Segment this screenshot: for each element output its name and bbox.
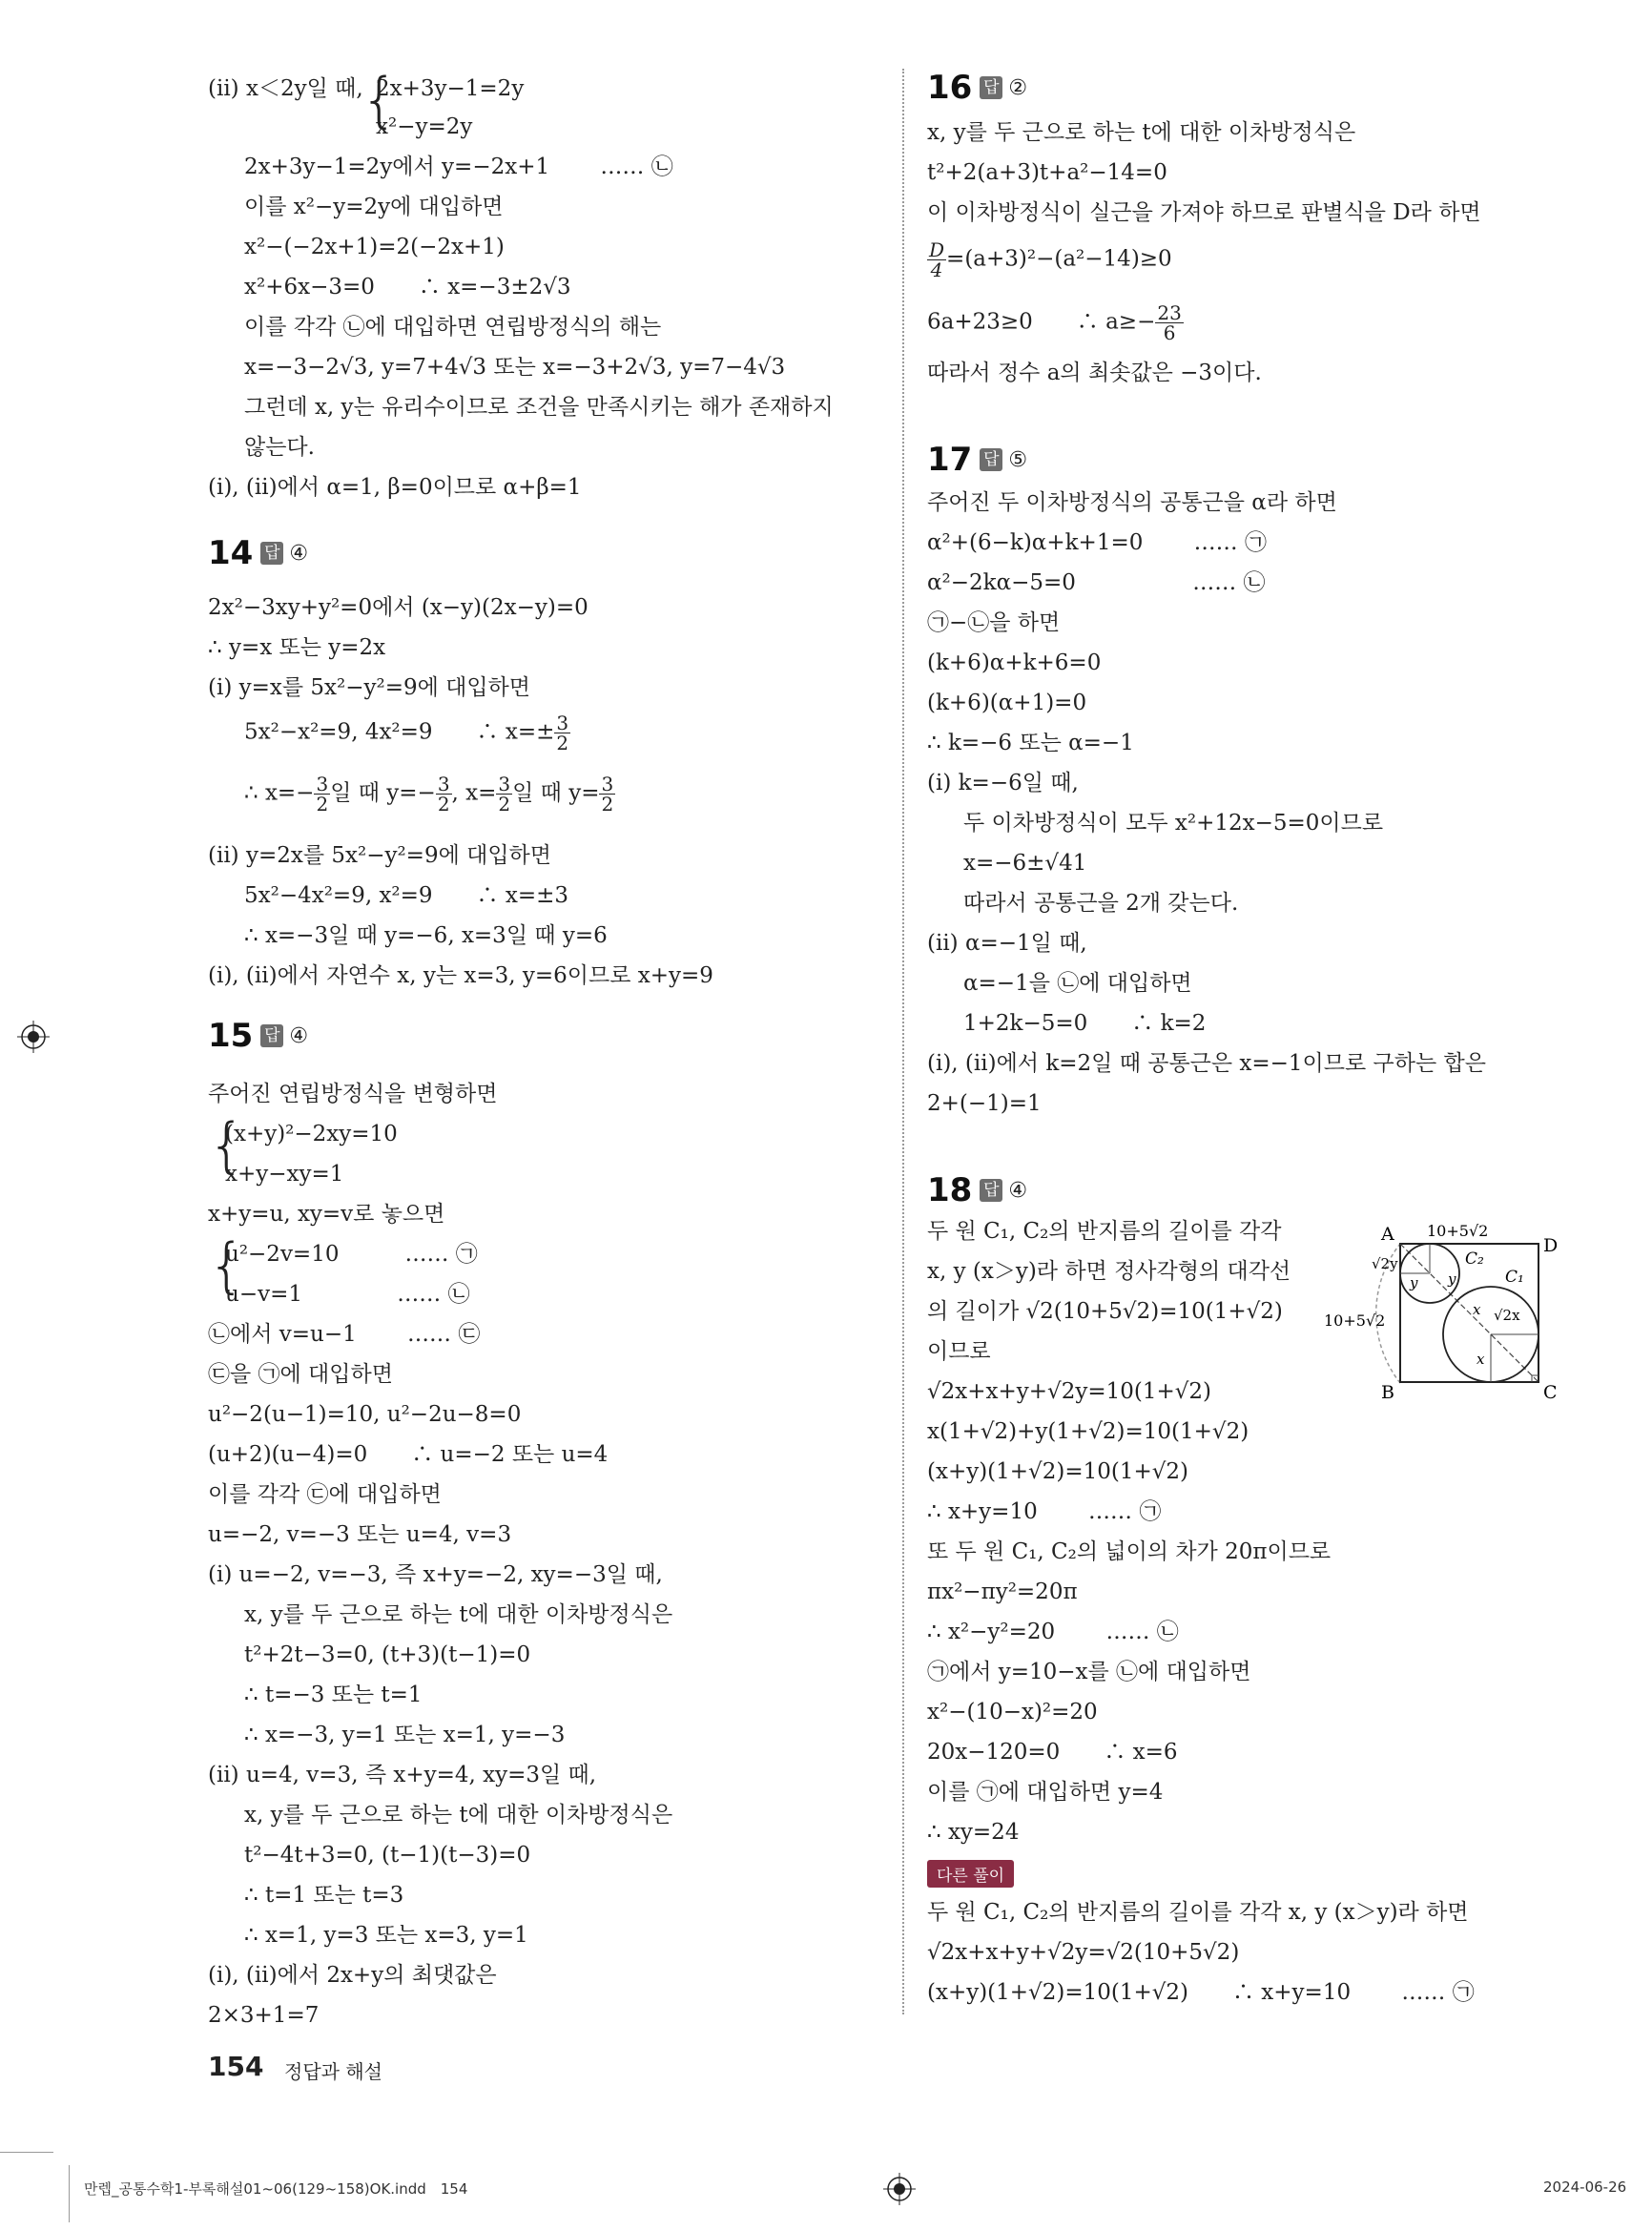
text-line: x, y를 두 근으로 하는 t에 대한 이차방정식은: [244, 1803, 673, 1827]
vertex-c: C: [1543, 1382, 1558, 1403]
text-line: x, y를 두 근으로 하는 t에 대한 이차방정식은: [244, 1602, 673, 1627]
text-line: ㉠−㉡을 하면: [927, 610, 1061, 635]
text-line: (ⅰ) u=−2, v=−3, 즉 x+y=−2, xy=−3일 때,: [208, 1562, 663, 1587]
text-line: x²−(10−x)²=20: [927, 1700, 1098, 1724]
text-line: x²+6x−3=0 ∴ x=−3±2√3: [244, 275, 571, 299]
text-line: α=−1을 ㉡에 대입하면: [963, 971, 1192, 996]
text-line: α²+(6−k)α+k+1=0 …… ㉠: [927, 530, 1267, 555]
text-line: x(1+√2)+y(1+√2)=10(1+√2): [927, 1419, 1249, 1444]
text-line: u²−2v=10 …… ㉠: [225, 1242, 478, 1267]
answer-mark: 답: [980, 1179, 1002, 1202]
text-line: ∴ x=−3일 때 y=−6, x=3일 때 y=6: [244, 923, 608, 948]
text-line: t²+2(a+3)t+a²−14=0: [927, 160, 1167, 185]
answer-mark: 답: [260, 542, 283, 565]
text-line: 주어진 두 이차방정식의 공통근을 α라 하면: [927, 490, 1337, 515]
y-label: y: [1448, 1270, 1456, 1288]
text-line: x, y (x＞y)라 하면 정사각형의 대각선: [927, 1259, 1291, 1284]
text-line: (ⅰ), (ⅱ)에서 자연수 x, y는 x=3, y=6이므로 x+y=9: [208, 963, 713, 988]
crop-mark: [69, 2165, 70, 2222]
text-line: ㉡에서 v=u−1 …… ㉢: [208, 1322, 481, 1347]
section-16-header: [927, 69, 1027, 107]
text-line: t²+2t−3=0, (t+3)(t−1)=0: [244, 1642, 531, 1667]
problem-number: 15: [208, 1017, 254, 1055]
answer-mark: 답: [980, 76, 1002, 99]
text-line: x²−y=2y: [376, 114, 473, 139]
system-brace: {: [208, 1110, 246, 1180]
equation-line: 6a+23≥0 ∴ a≥− $\frac{23}{6}$: [927, 301, 1182, 344]
text-line: x²−(−2x+1)=2(−2x+1): [244, 235, 505, 259]
text-line: (ⅱ) u=4, v=3, 즉 x+y=4, xy=3일 때,: [208, 1763, 597, 1787]
text-line: 이므로: [927, 1339, 991, 1364]
text-line: (u+2)(u−4)=0 ∴ u=−2 또는 u=4: [208, 1442, 609, 1467]
text-line: 20x−120=0 ∴ x=6: [927, 1740, 1178, 1765]
text-line: 이를 각각 ㉡에 대입하면 연립방정식의 해는: [244, 315, 662, 340]
section-17-header: [927, 441, 1027, 479]
answer-value: ④: [289, 541, 309, 566]
text-line: (ⅰ) k=−6일 때,: [927, 771, 1079, 795]
problem-number: 16: [927, 69, 973, 107]
text-line: ∴ t=1 또는 t=3: [244, 1883, 404, 1908]
answer-value: ④: [289, 1023, 309, 1048]
vertex-d: D: [1543, 1235, 1559, 1256]
text-line: 5x²−4x²=9, x²=9 ∴ x=±3: [244, 883, 569, 908]
text-line: (ⅰ), (ⅱ)에서 α=1, β=0이므로 α+β=1: [208, 475, 582, 500]
sqrt2x-label: √2x: [1494, 1307, 1520, 1324]
problem-number: 17: [927, 441, 973, 479]
text-line: 이를 x²−y=2y에 대입하면: [244, 195, 504, 219]
equation-line: 5x²−x²=9, 4x²=9 ∴ x=± $\frac{3}{2}$: [244, 712, 569, 754]
registration-mark-icon: [17, 1021, 50, 1053]
text-line: x+y=u, xy=v로 놓으면: [208, 1202, 445, 1227]
page-label: 정답과 해설: [284, 2060, 382, 2083]
x-label: x: [1473, 1301, 1481, 1318]
text-line: (x+y)(1+√2)=10(1+√2): [927, 1459, 1189, 1484]
vertex-a: A: [1381, 1224, 1394, 1245]
text-line: 1+2k−5=0 ∴ k=2: [963, 1011, 1207, 1036]
equation-line: ∴ x=− $\frac{3}{2}$ 일 때 y=− $\frac{3}{2}$ , x= $\frac{3}{2}$ 일 때 y= $\frac{3}{2}$: [244, 773, 614, 816]
text-line: ∴ x+y=10 …… ㉠: [927, 1499, 1162, 1524]
text-line: (ⅱ) y=2x를 5x²−y²=9에 대입하면: [208, 843, 551, 868]
text-line: 그런데 x, y는 유리수이므로 조건을 만족시키는 해가 존재하지: [244, 395, 834, 420]
text-line: 2+(−1)=1: [927, 1091, 1042, 1116]
text-line: 의 길이가 √2(10+5√2)=10(1+√2): [927, 1299, 1283, 1324]
text-line: (ⅰ), (ⅱ)에서 k=2일 때 공통근은 x=−1이므로 구하는 합은: [927, 1051, 1486, 1076]
text-line: (x+y)²−2xy=10: [225, 1122, 398, 1146]
text-line: (k+6)(α+1)=0: [927, 691, 1087, 715]
text-line: x+y−xy=1: [225, 1162, 344, 1187]
c1-label: C₁: [1505, 1268, 1524, 1287]
sqrt2y-label: √2y: [1372, 1255, 1398, 1272]
text-line: (ⅰ) y=x를 5x²−y²=9에 대입하면: [208, 675, 530, 700]
answer-mark: 답: [980, 448, 1002, 471]
answer-value: ⑤: [1008, 447, 1028, 472]
text-line: 이를 각각 ㉢에 대입하면: [208, 1482, 442, 1507]
text-line: 않는다.: [244, 435, 315, 460]
text-line: 2x+3y−1=2y에서 y=−2x+1 …… ㉡: [244, 155, 673, 179]
text-line: u−v=1 …… ㉡: [225, 1282, 470, 1307]
text-line: √2x+x+y+√2y=10(1+√2): [927, 1379, 1212, 1404]
page-number: 154: [208, 2051, 264, 2082]
answer-value: ②: [1008, 75, 1028, 100]
section-14-header: [208, 534, 308, 572]
answer-value: ④: [1008, 1178, 1028, 1203]
section-15-header: [208, 1017, 308, 1055]
text-line: ∴ y=x 또는 y=2x: [208, 635, 386, 660]
text-line: 두 원 C₁, C₂의 반지름의 길이를 각각 x, y (x＞y)라 하면: [927, 1900, 1469, 1925]
section-18-header: [927, 1171, 1027, 1209]
text-line: 2x²−3xy+y²=0에서 (x−y)(2x−y)=0: [208, 595, 589, 620]
text-line: 2x+3y−1=2y: [376, 76, 525, 101]
vertex-b: B: [1381, 1382, 1394, 1403]
system-brace: {: [208, 1230, 246, 1300]
problem-number: 18: [927, 1171, 973, 1209]
text-line: ∴ x=1, y=3 또는 x=3, y=1: [244, 1923, 528, 1948]
text-line: ㉢을 ㉠에 대입하면: [208, 1362, 393, 1387]
print-file-info: 만렙_공통수학1-부록해설01~06(129~158)OK.indd 154: [84, 2180, 468, 2198]
text-line: x=−3−2√3, y=7+4√3 또는 x=−3+2√3, y=7−4√3: [244, 355, 786, 380]
text-line: (x+y)(1+√2)=10(1+√2) ∴ x+y=10 …… ㉠: [927, 1980, 1475, 2005]
left-side-label: 10+5√2: [1324, 1311, 1386, 1330]
text-line: (ⅱ) α=−1일 때,: [927, 931, 1087, 956]
text-line: ∴ xy=24: [927, 1820, 1020, 1845]
text-line: 이 이차방정식이 실근을 가져야 하므로 판별식을 D라 하면: [927, 200, 1481, 225]
problem-number: 14: [208, 534, 254, 572]
text-line: ∴ t=−3 또는 t=1: [244, 1683, 423, 1707]
registration-mark-icon: [883, 2173, 916, 2205]
text-line: 또 두 원 C₁, C₂의 넓이의 차가 20π이므로: [927, 1539, 1332, 1564]
y-label: y: [1410, 1274, 1418, 1291]
crop-mark: [0, 2152, 53, 2153]
top-side-label: 10+5√2: [1427, 1222, 1489, 1240]
text-line: x, y를 두 근으로 하는 t에 대한 이차방정식은: [927, 120, 1356, 145]
column-divider: [902, 69, 904, 2014]
text-line: (ⅰ), (ⅱ)에서 2x+y의 최댓값은: [208, 1963, 497, 1988]
c2-label: C₂: [1465, 1249, 1484, 1269]
answer-mark: 답: [260, 1024, 283, 1047]
text-line: 이를 ㉠에 대입하면 y=4: [927, 1780, 1164, 1805]
text-line: (k+6)α+k+6=0: [927, 650, 1102, 675]
text-line: ∴ x=−3, y=1 또는 x=1, y=−3: [244, 1723, 566, 1747]
text-line: πx²−πy²=20π: [927, 1580, 1078, 1604]
text-line: ∴ k=−6 또는 α=−1: [927, 731, 1134, 755]
text-line: x=−6±√41: [963, 851, 1087, 876]
text-line: 주어진 연립방정식을 변형하면: [208, 1082, 498, 1106]
text-line: 두 이차방정식이 모두 x²+12x−5=0이므로: [963, 811, 1384, 836]
text-line: 2×3+1=7: [208, 2003, 320, 2028]
other-solution-badge: 다른 풀이: [927, 1860, 1014, 1888]
text-line: ∴ x²−y²=20 …… ㉡: [927, 1620, 1179, 1644]
text-line: 따라서 정수 a의 최솟값은 −3이다.: [927, 361, 1262, 385]
text-line: t²−4t+3=0, (t−1)(t−3)=0: [244, 1843, 531, 1868]
text-line: √2x+x+y+√2y=√2(10+5√2): [927, 1940, 1240, 1965]
system-brace: {: [361, 65, 399, 134]
text-line: (ⅱ) x＜2y일 때,: [208, 76, 363, 101]
figure-18-diagram: [1324, 1213, 1559, 1423]
text-line: ㉠에서 y=10−x를 ㉡에 대입하면: [927, 1660, 1251, 1684]
x-label: x: [1476, 1351, 1485, 1368]
text-line: u²−2(u−1)=10, u²−2u−8=0: [208, 1402, 522, 1427]
equation-line: $\frac{D}{4}$ =(a+3)²−(a²−14)≥0: [929, 238, 1172, 281]
text-line: 두 원 C₁, C₂의 반지름의 길이를 각각: [927, 1219, 1282, 1244]
text-line: α²−2kα−5=0 …… ㉡: [927, 570, 1266, 595]
text-line: u=−2, v=−3 또는 u=4, v=3: [208, 1522, 512, 1547]
print-date: 2024-06-26: [1543, 2178, 1627, 2196]
text-line: 따라서 공통근을 2개 갖는다.: [963, 891, 1239, 916]
